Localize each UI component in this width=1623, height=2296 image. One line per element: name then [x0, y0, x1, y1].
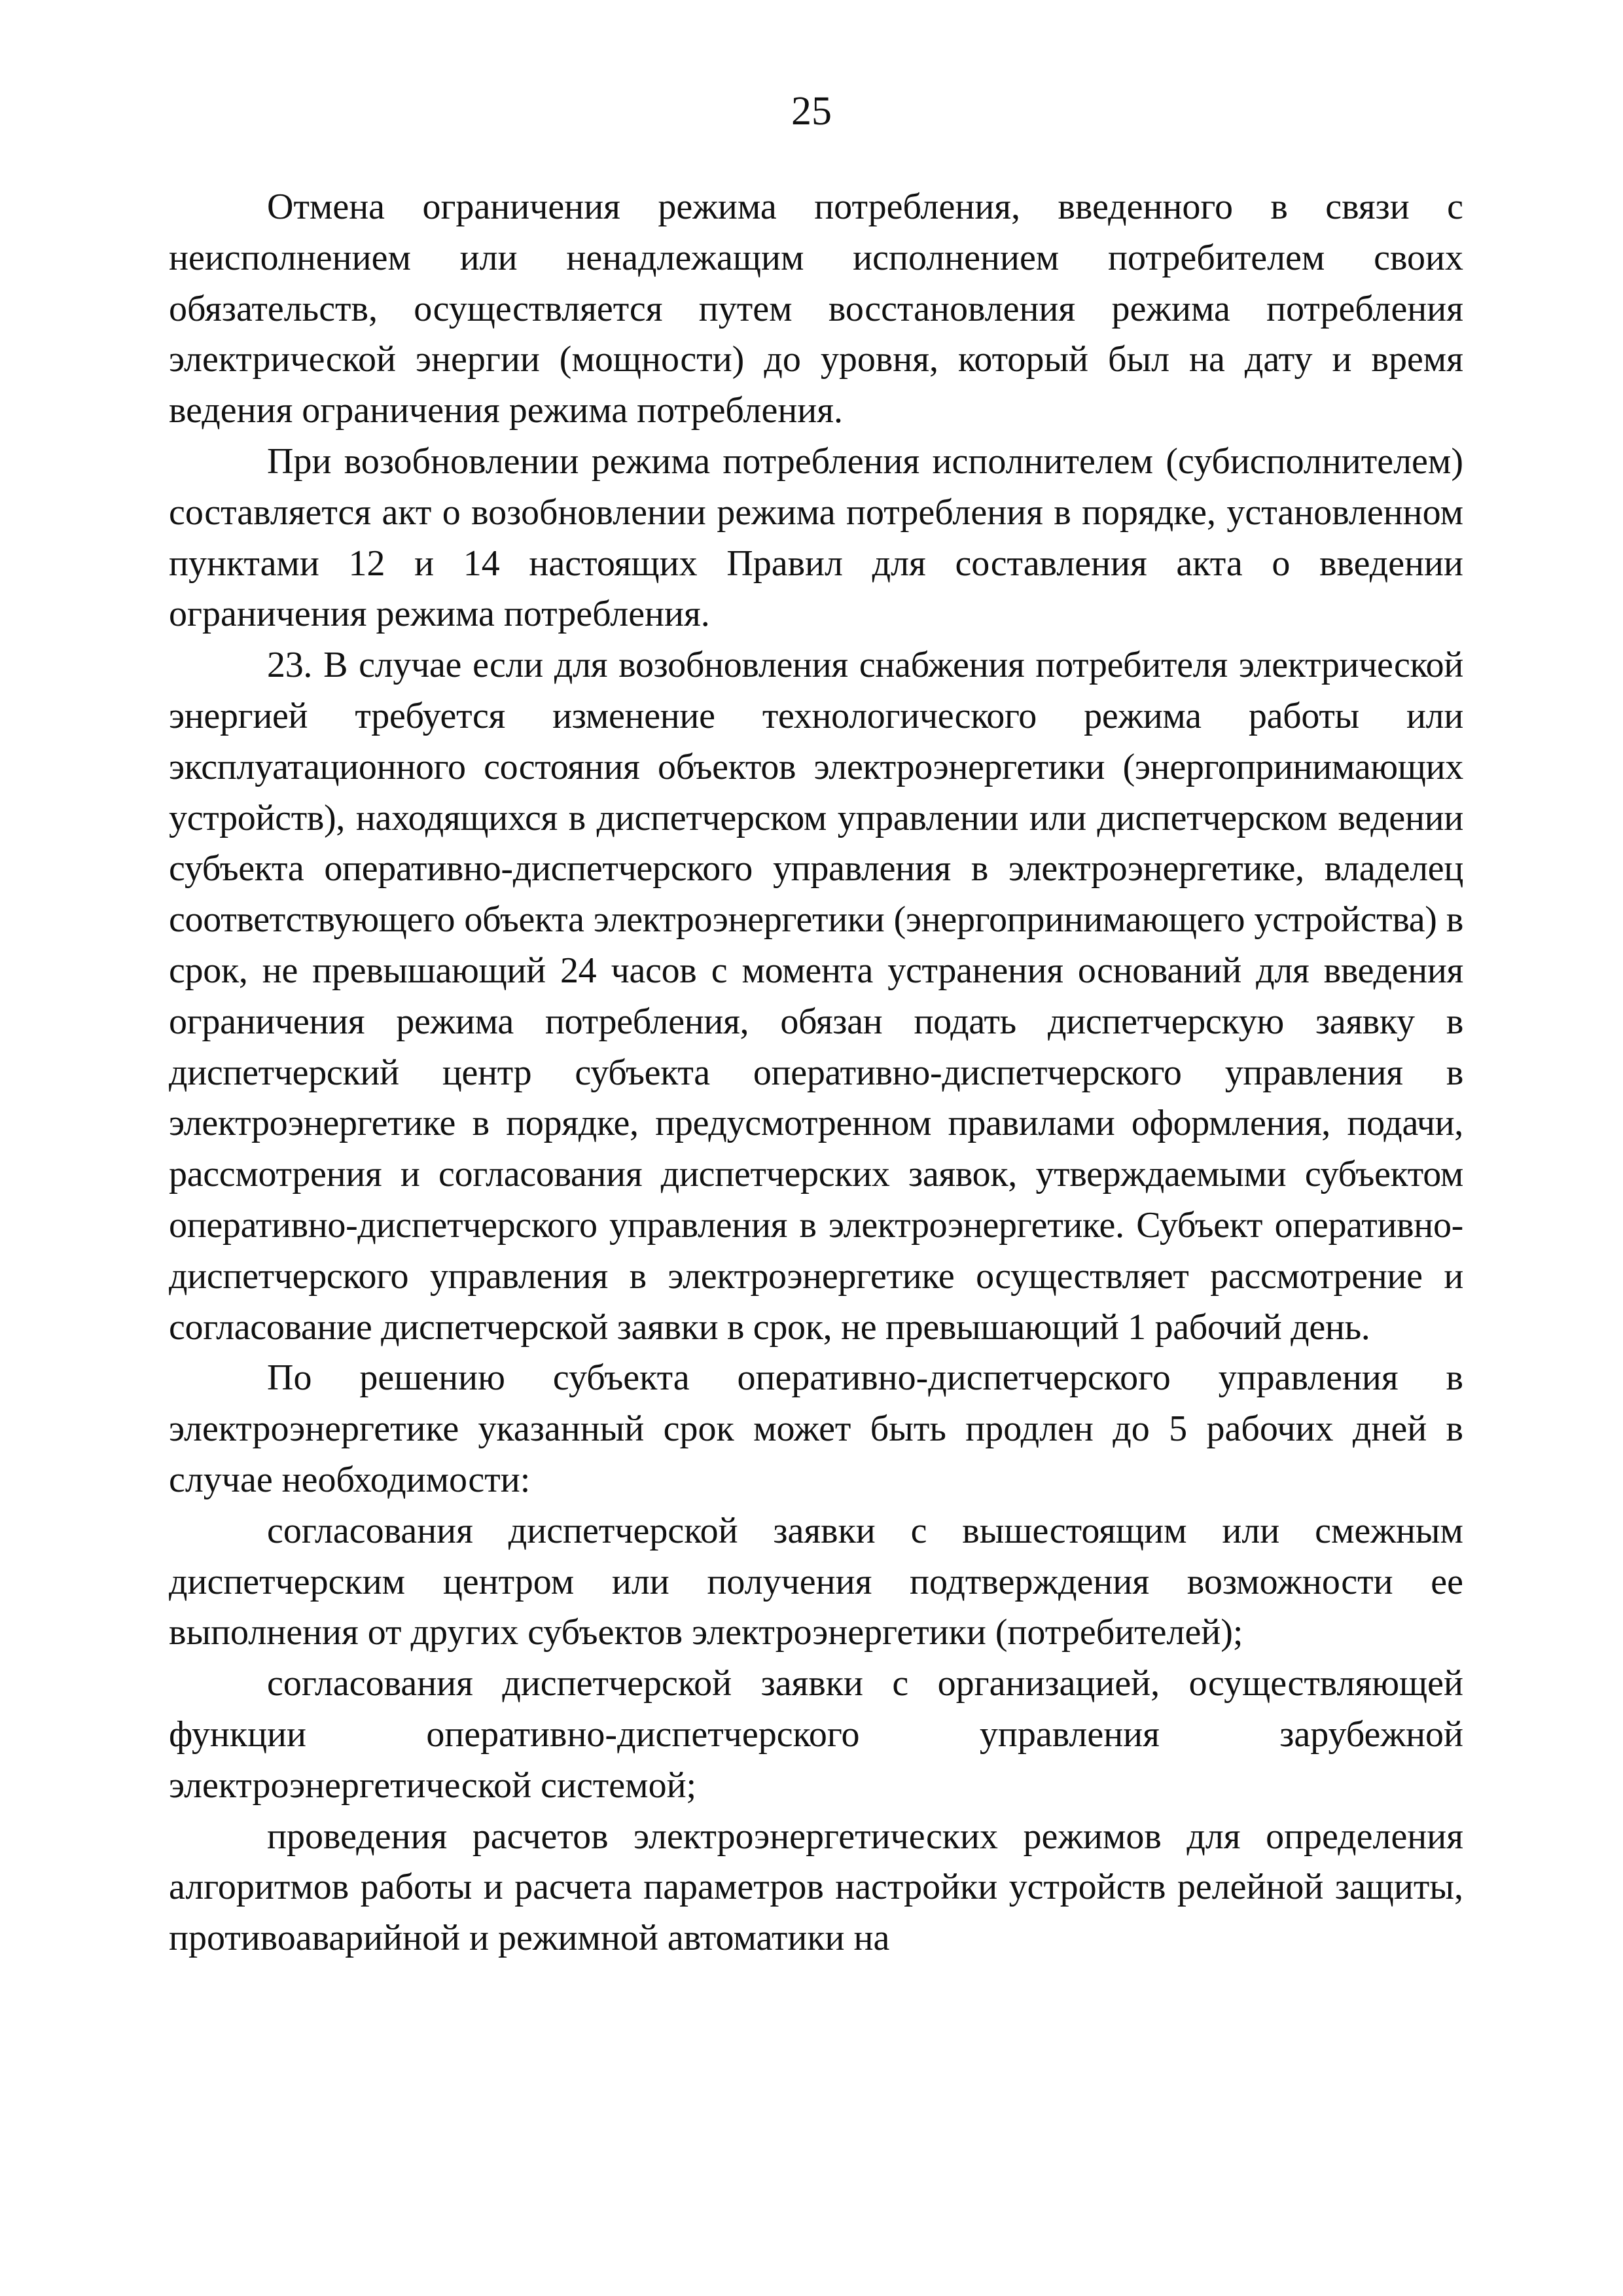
paragraph-cancellation: Отмена ограничения режима потребления, введенного в связи с неисполнением или ненадлежащим исполнением потребителем своих обязательств, осуществляется путем восстановления режима потребления электрической энергии (мощности) до уровня, который был на дату и время ведения ограничения режима потребления. — [169, 187, 1463, 431]
paragraph-resumption-act: При возобновлении режима потребления исполнителем (субисполнителем) составляется акт о возобновлении режима потребления в порядке, установленном пунктами 12 и 14 настоящих Правил для составления акта о введении ограничения режима потребления. — [169, 440, 1463, 635]
paragraph-item-23: 23. В случае если для возобновления снабжения потребителя электрической энергией требуется изменение технологического режима работы или эксплуатационного состояния объектов электроэнергетики (энергопринимающих устройств), находящихся в диспетчерском управлении или диспетчерском ведении субъекта оперативно-диспетчерского управления в электроэнергетике, владелец соответствующего объекта электроэнергетики (энергопринимающего устройства) в срок, не превышающий 24 часов с момента устранения оснований для введения ограничения режима потребления, обязан подать диспетчерскую заявку в диспетчерский центр субъекта оперативно-диспетчерского управления в электроэнергетике в порядке, предусмотренном правилами оформления, подачи, рассмотрения и согласования диспетчерских заявок, утверждаемыми субъектом оперативно-диспетчерского управления в электроэнергетике. Субъект оперативно-диспетчерского управления в электроэнергетике осуществляет рассмотрение и согласование диспетчерской заявки в срок, не превышающий 1 рабочий день. — [169, 645, 1463, 1348]
document-body — [169, 182, 1463, 1964]
paragraph-case-calculations: проведения расчетов электроэнергетических режимов для определения алгоритмов работы и расчета параметров настройки устройств релейной защиты, противоаварийной и режимной автоматики на — [169, 1816, 1463, 1959]
paragraph-extension: По решению субъекта оперативно-диспетчерского управления в электроэнергетике указанный срок может быть продлен до 5 рабочих дней в случае необходимости: — [169, 1357, 1463, 1500]
paragraph-case-foreign-system: согласования диспетчерской заявки с организацией, осуществляющей функции оперативно-диспетчерского управления зарубежной электроэнергетической системой; — [169, 1663, 1463, 1806]
page-number: 25 — [791, 89, 832, 134]
paragraph-case-adjacent-center: согласования диспетчерской заявки с вышестоящим или смежным диспетчерским центром или получения подтверждения возможности ее выполнения от других субъектов электроэнергетики (потребителей); — [169, 1510, 1463, 1653]
